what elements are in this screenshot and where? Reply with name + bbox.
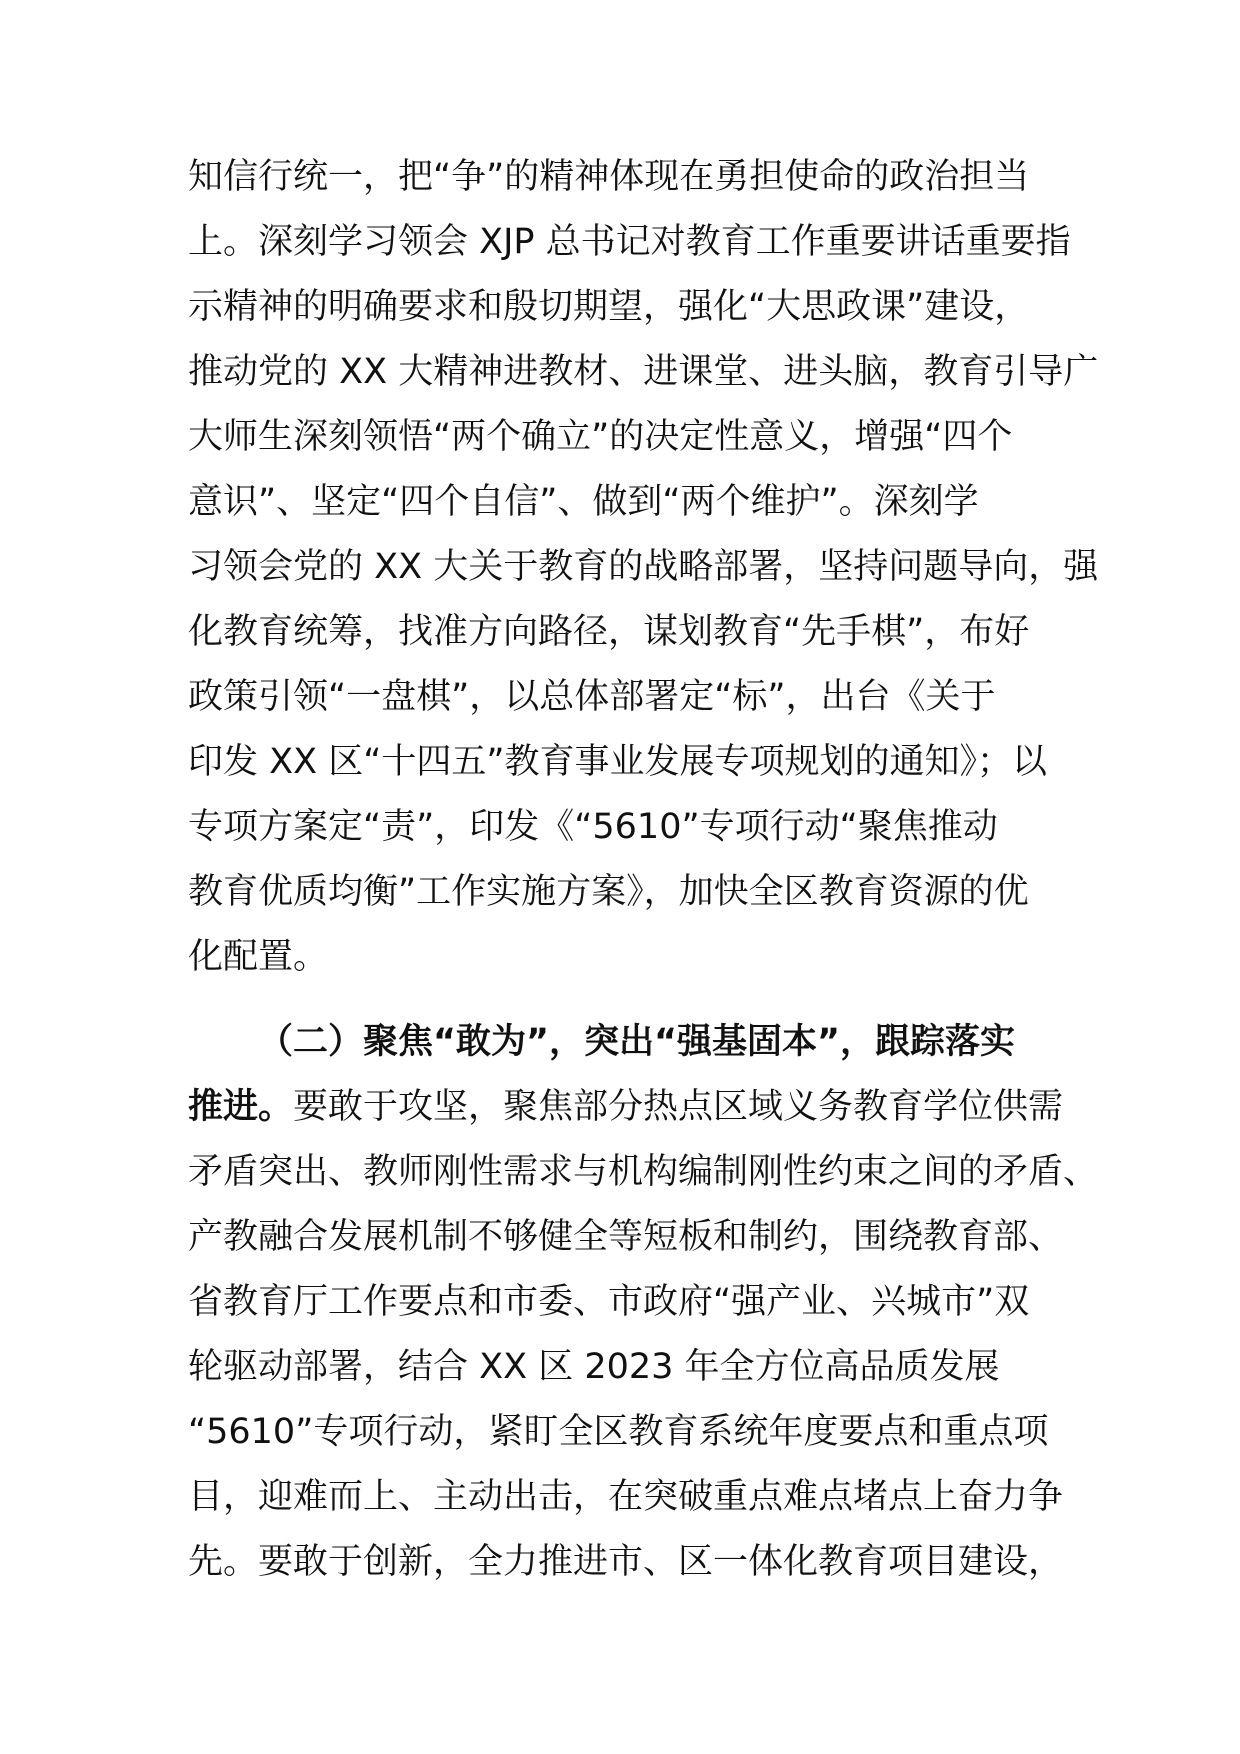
paragraph-1-line: 化教育统筹，找准方向路径，谋划教育“先手棋”，布好 xyxy=(188,612,1030,652)
paragraph-2-line: 产教融合发展机制不够健全等短板和制约，围绕教育部、 xyxy=(188,1217,1064,1257)
paragraph-1 xyxy=(188,145,1099,990)
paragraph-1-line: 政策引领“一盘棋”，以总体部署定“标”，出台《关于 xyxy=(188,677,996,717)
paragraph-2-line: 矛盾突出、教师刚性需求与机构编制刚性约束之间的矛盾、 xyxy=(188,1152,1099,1192)
paragraph-2-line: 轮驱动部署，结合 XX 区 2023 年全方位高品质发展 xyxy=(188,1347,1000,1387)
paragraph-2-line: 先。要敢于创新，全力推进市、区一体化教育项目建设， xyxy=(188,1542,1064,1582)
paragraph-1-line: 专项方案定“责”，印发《“5610”专项行动“聚焦推动 xyxy=(188,807,998,847)
section-heading: （二）聚焦“敢为”，突出“强基固本”，跟踪落实 xyxy=(258,1022,1016,1062)
paragraph-1-line: 推动党的 XX 大精神进教材、进课堂、进头脑，教育引导广 xyxy=(188,352,1099,392)
paragraph-1-line: 印发 XX 区“十四五”教育事业发展专项规划的通知》；以 xyxy=(188,742,1047,782)
paragraph-1-line: 教育优质均衡”工作实施方案》，加快全区教育资源的优 xyxy=(188,872,1029,912)
paragraph-1-line: 上。深刻学习领会 XJP 总书记对教育工作重要讲话重要指 xyxy=(188,222,1071,262)
section-heading-continuation xyxy=(188,1075,1068,1140)
paragraph-1-line: 化配置。 xyxy=(188,937,329,977)
paragraph-1-line: 习领会党的 XX 大关于教育的战略部署，坚持问题导向，强 xyxy=(188,547,1099,587)
paragraph-1-line: 大师生深刻领悟“两个确立”的决定性意义，增强“四个 xyxy=(188,417,1013,457)
section-heading-end: 推进。 xyxy=(188,1087,294,1127)
paragraph-1-line: 意识”、坚定“四个自信”、做到“两个维护”。深刻学 xyxy=(188,482,979,522)
paragraph-1-line: 知信行统一，把“争”的精神体现在勇担使命的政治担当 xyxy=(188,157,1030,197)
paragraph-2-line: “5610”专项行动，紧盯全区教育系统年度要点和重点项 xyxy=(188,1412,1049,1452)
paragraph-1-line: 示精神的明确要求和殷切期望，强化“大思政课”建设， xyxy=(188,287,1030,327)
paragraph-2 xyxy=(188,1010,1099,1595)
paragraph-2-line: 省教育厅工作要点和市委、市政府“强产业、兴城市”双 xyxy=(188,1282,1030,1322)
paragraph-2-line: 目，迎难而上、主动出击，在突破重点难点堵点上奋力争 xyxy=(188,1477,1064,1517)
paragraph-2-first-text: 要敢于攻坚，聚焦部分热点区域义务教育学位供需 xyxy=(293,1087,1064,1127)
